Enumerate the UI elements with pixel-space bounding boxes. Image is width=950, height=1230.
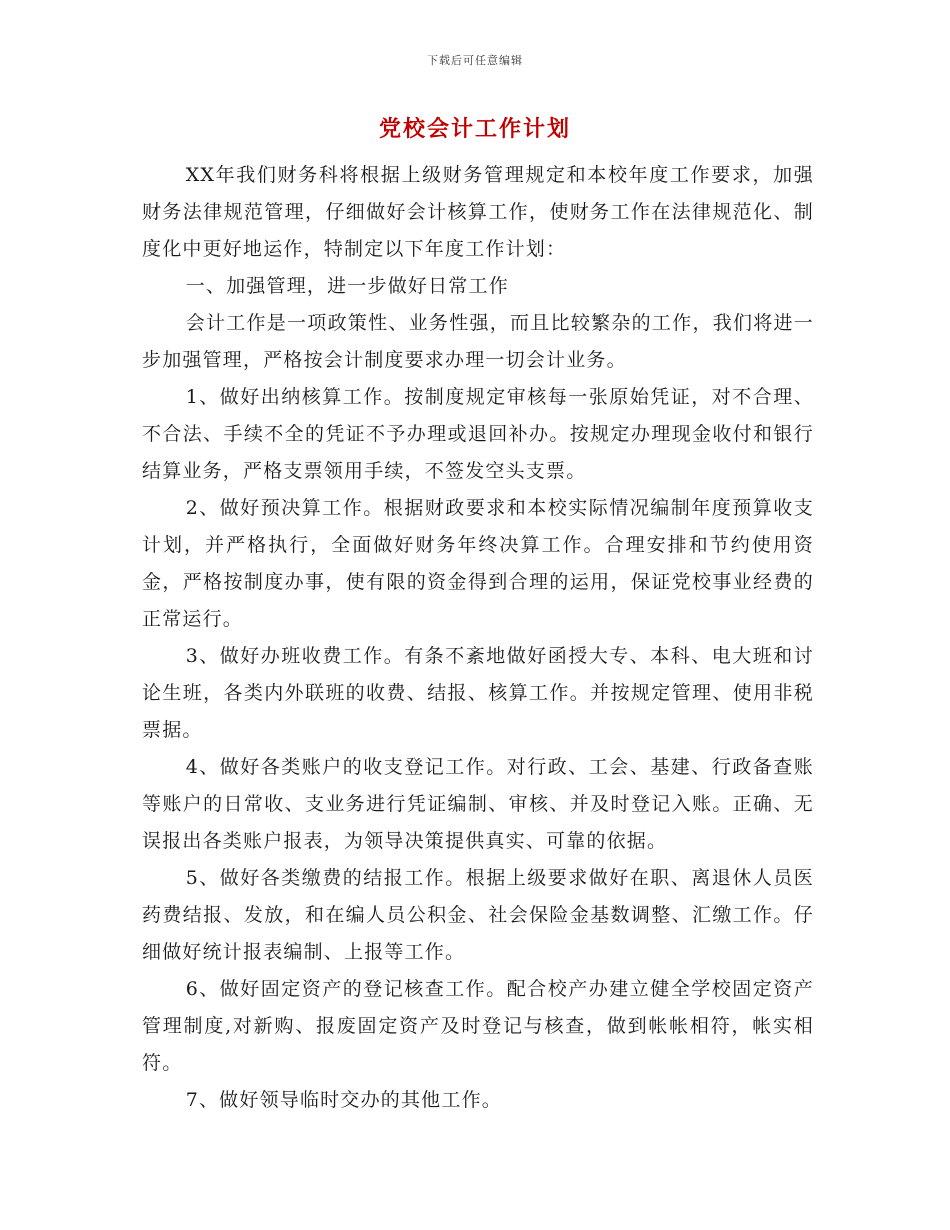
paragraph-item-7: 7、做好领导临时交办的其他工作。 <box>185 1089 502 1111</box>
section-heading-1: 一、加强管理，进一步做好日常工作 <box>185 275 509 297</box>
paragraph-item-5: 5、做好各类缴费的结报工作。根据上级要求做好在职、离退休人员医药费结报、发放，和在编人员公积金、社会保险金基数调整、汇缴工作。仔细做好统计报表编制、上报等工作。 <box>142 867 814 963</box>
paragraph-item-2: 2、做好预决算工作。根据财政要求和本校实际情况编制年度预算收支计划，并严格执行，全面做好财务年终决算工作。合理安排和节约使用资金，严格按制度办事，使有限的资金得到合理的运用，保证党校事业经费的正常运行。 <box>142 497 814 630</box>
document-title: 党校会计工作计划 <box>378 116 571 142</box>
paragraph-item-1: 1、做好出纳核算工作。按制度规定审核每一张原始凭证，对不合理、不合法、手续不全的凭证不予办理或退回补办。按规定办理现金收付和银行结算业务，严格支票领用手续，不签发空头支票。 <box>142 386 814 482</box>
paragraph-item-6: 6、做好固定资产的登记核查工作。配合校产办建立健全学校固定资产管理制度,对新购、报废固定资产及时登记与核查，做到帐帐相符，帐实相符。 <box>142 978 814 1074</box>
paragraph-intro: XX年我们财务科将根据上级财务管理规定和本校年度工作要求，加强财务法律规范管理，仔细做好会计核算工作，使财务工作在法律规范化、制度化中更好地运作，特制定以下年度工作计划： <box>142 164 814 260</box>
paragraph-item-4: 4、做好各类账户的收支登记工作。对行政、工会、基建、行政备查账等账户的日常收、支业务进行凭证编制、审核、并及时登记入账。正确、无误报出各类账户报表，为领导决策提供真实、可靠的依据。 <box>142 756 814 852</box>
paragraph-section-intro: 会计工作是一项政策性、业务性强，而且比较繁杂的工作，我们将进一步加强管理，严格按会计制度要求办理一切会计业务。 <box>142 312 814 371</box>
header-note: 下载后可任意编辑 <box>427 54 523 67</box>
paragraph-item-3: 3、做好办班收费工作。有条不紊地做好函授大专、本科、电大班和讨论生班，各类内外联班的收费、结报、核算工作。并按规定管理、使用非税票据。 <box>142 645 814 741</box>
document-body <box>142 157 814 1119</box>
